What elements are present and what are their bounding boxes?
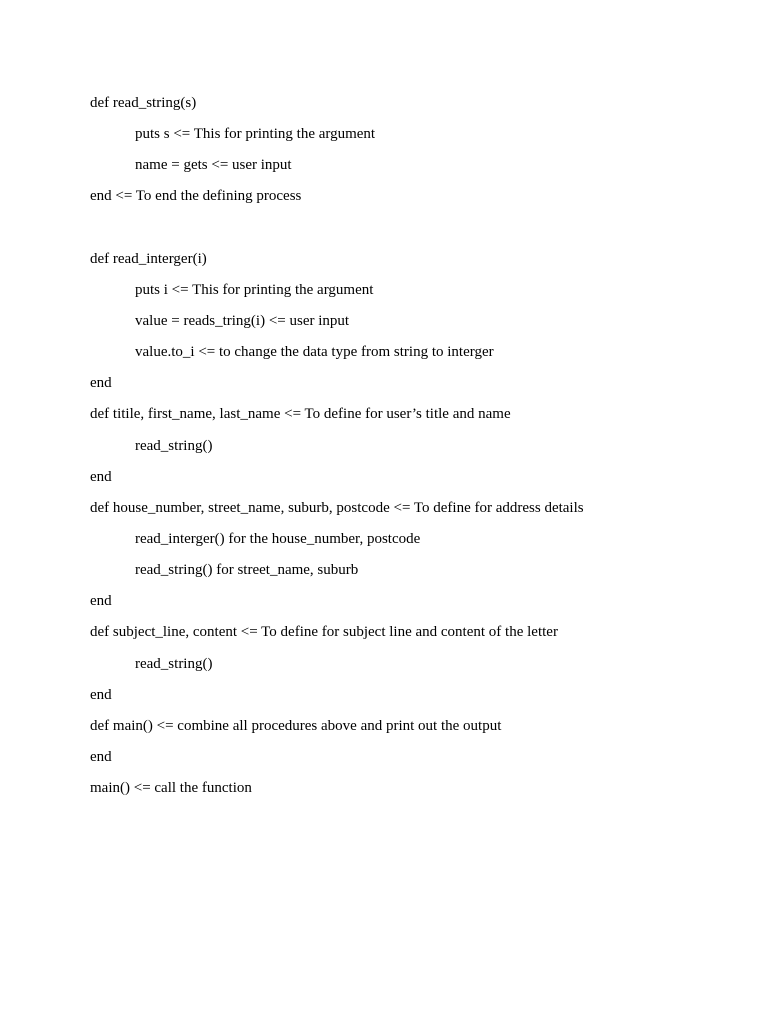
text-line: def read_interger(i) — [90, 250, 207, 267]
text-line: end — [90, 468, 112, 485]
text-line: end — [90, 748, 112, 765]
document-body — [90, 93, 730, 809]
text-line: end — [90, 593, 112, 610]
text-line: def subject_line, content <= To define for subject line and content of the letter — [90, 624, 558, 641]
blank-line — [90, 218, 730, 249]
text-line: def titile, first_name, last_name <= To define for user’s title and name — [90, 406, 511, 423]
text-line: puts s <= This for printing the argument — [135, 126, 376, 143]
text-line: read_string() — [135, 655, 213, 672]
text-line: def read_string(s) — [90, 95, 197, 111]
text-line: def main() <= combine all procedures above and print out the output — [90, 717, 502, 734]
text-line: end — [90, 686, 112, 703]
text-line: end — [90, 375, 112, 392]
text-line: puts i <= This for printing the argument — [135, 281, 374, 298]
text-line: def house_number, street_name, suburb, postcode <= To define for address details — [90, 499, 584, 516]
text-line: name = gets <= user input — [135, 157, 292, 174]
text-line: value = reads_tring(i) <= user input — [135, 312, 350, 329]
text-line: value.to_i <= to change the data type from string to interger — [135, 344, 494, 361]
text-line: end <= To end the defining process — [90, 188, 302, 205]
text-line: main() <= call the function — [90, 780, 252, 797]
text-line: read_interger() for the house_number, postcode — [135, 530, 421, 547]
text-line: read_string() — [135, 437, 213, 454]
text-line: read_string() for street_name, suburb — [135, 562, 359, 579]
